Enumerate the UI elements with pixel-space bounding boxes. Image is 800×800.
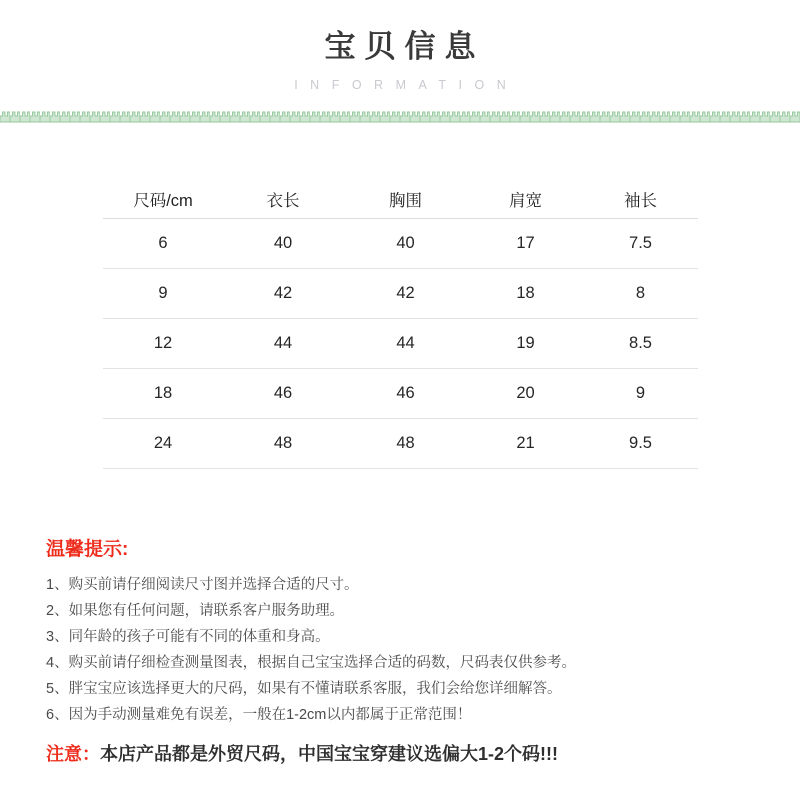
table-row bbox=[103, 219, 698, 269]
cell-shoulder: 19 bbox=[468, 319, 583, 369]
list-item: 1、购买前请仔细阅读尺寸图并选择合适的尺寸。 bbox=[46, 577, 359, 593]
list-item: 2、如果您有任何问题，请联系客户服务助理。 bbox=[46, 603, 345, 619]
cell-length: 46 bbox=[223, 369, 343, 419]
list-item: 6、因为手动测量难免有误差，一般在1-2cm以内都属于正常范围！ bbox=[46, 707, 472, 723]
tips-section bbox=[46, 538, 756, 767]
tips-heading: 温馨提示: bbox=[46, 539, 129, 560]
cell-size: 18 bbox=[103, 369, 223, 419]
table-row bbox=[103, 269, 698, 319]
page-title: 宝贝信息 bbox=[324, 29, 485, 64]
cell-shoulder: 21 bbox=[468, 419, 583, 469]
notice-body: 本店产品都是外贸尺码，中国宝宝穿建议选偏大1-2个码!!! bbox=[100, 744, 558, 764]
cell-length: 44 bbox=[223, 319, 343, 369]
table-row bbox=[103, 419, 698, 469]
column-header-shoulder: 肩宽 bbox=[468, 180, 583, 219]
column-header-bust: 胸围 bbox=[343, 180, 468, 219]
cell-size: 12 bbox=[103, 319, 223, 369]
cell-bust: 48 bbox=[343, 419, 468, 469]
cell-sleeve: 9 bbox=[583, 369, 698, 419]
cell-size: 6 bbox=[103, 219, 223, 269]
cell-sleeve: 7.5 bbox=[583, 219, 698, 269]
table-row bbox=[103, 319, 698, 369]
cell-length: 40 bbox=[223, 219, 343, 269]
size-table bbox=[103, 180, 698, 469]
notice-line bbox=[46, 741, 756, 767]
column-header-sleeve: 袖长 bbox=[583, 180, 698, 219]
table-header-row bbox=[103, 180, 698, 219]
cell-sleeve: 9.5 bbox=[583, 419, 698, 469]
cell-sleeve: 8.5 bbox=[583, 319, 698, 369]
column-header-length: 衣长 bbox=[223, 180, 343, 219]
cell-bust: 42 bbox=[343, 269, 468, 319]
list-item: 3、同年龄的孩子可能有不同的体重和身高。 bbox=[46, 629, 330, 645]
size-chart bbox=[103, 180, 698, 469]
table-row bbox=[103, 369, 698, 419]
page-subtitle: INFORMATION bbox=[294, 78, 519, 92]
cell-length: 48 bbox=[223, 419, 343, 469]
list-item: 4、购买前请仔细检查测量图表，根据自己宝宝选择合适的码数，尺码表仅供参考。 bbox=[46, 655, 577, 671]
cell-shoulder: 18 bbox=[468, 269, 583, 319]
cell-shoulder: 20 bbox=[468, 369, 583, 419]
cell-sleeve: 8 bbox=[583, 269, 698, 319]
list-item: 5、胖宝宝应该选择更大的尺码，如果有不懂请联系客服，我们会给您详细解答。 bbox=[46, 681, 562, 697]
cell-shoulder: 17 bbox=[468, 219, 583, 269]
cell-size: 9 bbox=[103, 269, 223, 319]
notice-label: 注意： bbox=[46, 744, 100, 764]
cell-size: 24 bbox=[103, 419, 223, 469]
tips-list bbox=[46, 572, 756, 728]
cell-length: 42 bbox=[223, 269, 343, 319]
cell-bust: 44 bbox=[343, 319, 468, 369]
zigzag-border-icon bbox=[0, 109, 800, 123]
page-header bbox=[0, 0, 800, 93]
cell-bust: 40 bbox=[343, 219, 468, 269]
cell-bust: 46 bbox=[343, 369, 468, 419]
column-header-size: 尺码/cm bbox=[103, 180, 223, 219]
